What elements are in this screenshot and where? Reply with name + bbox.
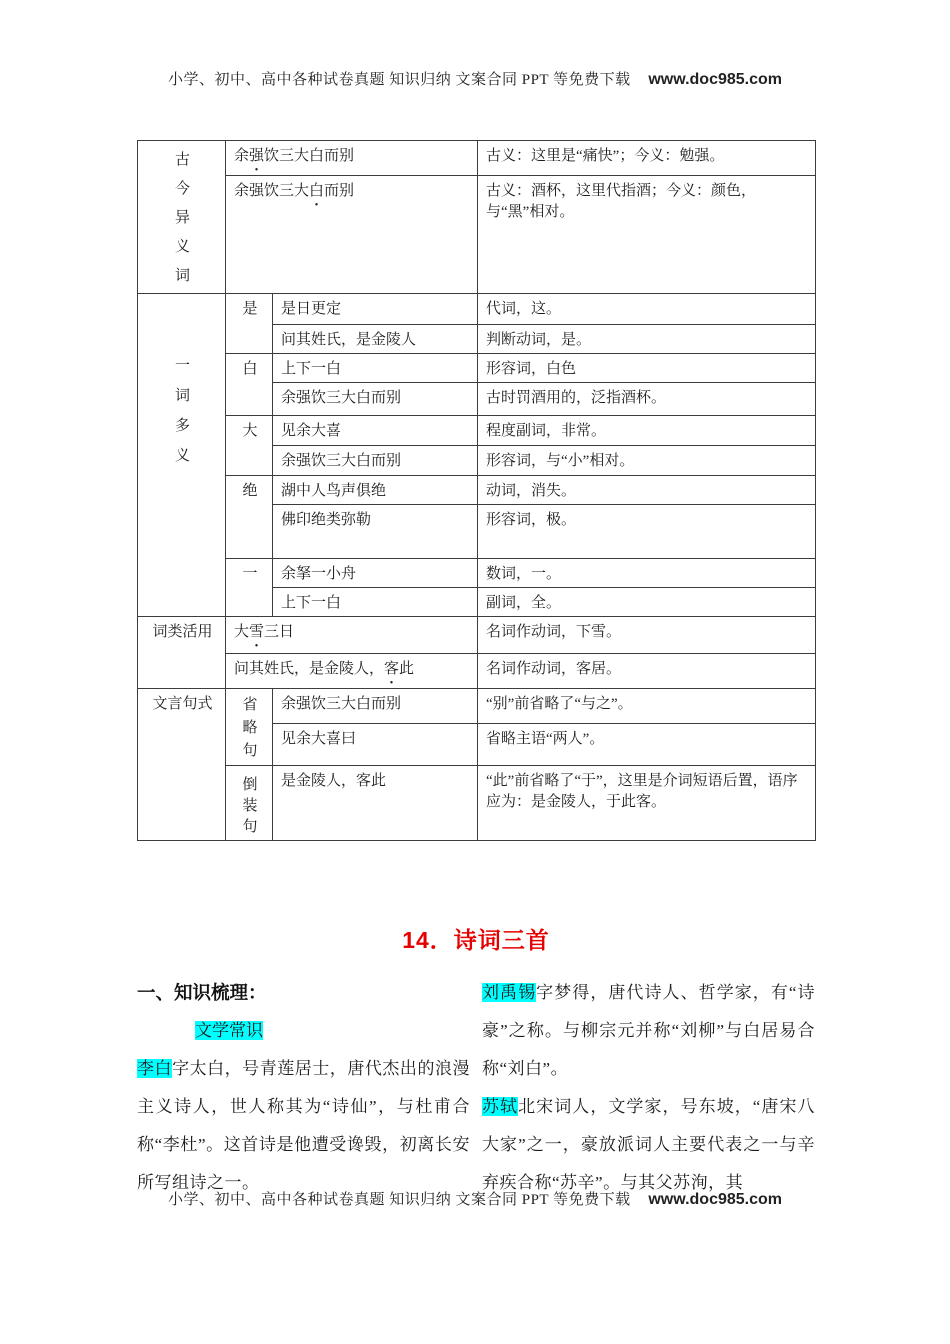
sentence-type-cell	[226, 689, 273, 766]
meaning-cell: 形容词，与“小”相对。	[478, 446, 816, 476]
table-row	[138, 294, 816, 325]
meaning-cell: 代词，这。	[478, 294, 816, 325]
liuyuxi-paragraph	[482, 974, 815, 1088]
meaning-cell: 副词，全。	[478, 588, 816, 617]
phrase-cell: 余强饮三大白而别	[273, 383, 478, 416]
phrase-part: 而别	[324, 182, 355, 199]
table-row	[138, 766, 816, 841]
phrase-cell: 上下一白	[273, 354, 478, 383]
meaning-cell: 古义：这里是“痛快”；今义：勉强。	[478, 141, 816, 176]
meaning-cell: 程度副词，非常。	[478, 416, 816, 446]
table-row	[138, 654, 816, 689]
phrase-cell: 是金陵人，客此	[273, 766, 478, 841]
phrase-part: 此	[399, 661, 415, 677]
table-row	[138, 175, 816, 293]
table-row	[138, 141, 816, 176]
phrase-cell: 是日更定	[273, 294, 478, 325]
right-column	[482, 974, 815, 1202]
meaning-cell: 古时罚酒用的，泛指酒杯。	[478, 383, 816, 416]
word-cell: 白	[226, 354, 273, 416]
table-row	[138, 559, 816, 588]
phrase-part: 大	[234, 624, 250, 640]
word-cell: 大	[226, 416, 273, 476]
phrase-dotted-char: 客	[384, 661, 400, 677]
section-heading: 一、知识梳理：	[137, 982, 267, 1003]
section-label-text: 一词多义	[174, 358, 190, 464]
subsection-heading-text: 文学常识	[195, 1021, 263, 1040]
grammar-table	[137, 140, 816, 841]
sentence-type-text: 倒装句	[242, 777, 258, 835]
footer-text: 小学、初中、高中各种试卷真题 知识归纳 文案合同 PPT 等免费下载	[167, 1192, 631, 1208]
header-url: www.doc985.com	[648, 71, 782, 88]
word-cell: 是	[226, 294, 273, 354]
word-cell: 一	[226, 559, 273, 617]
libai-text: 字太白，号青莲居士，唐代杰出的浪漫主义诗人，世人称其为“诗仙”，与杜甫合称“李杜”。这首诗是他遭受谗毁，初离长安所写组诗之一。	[137, 1059, 471, 1192]
section-label-yici	[138, 294, 226, 617]
phrase-part: 余强饮三大	[234, 182, 310, 199]
phrase-part: 余	[234, 148, 250, 164]
section-label-gujin	[138, 141, 226, 294]
meaning-cell: 名词作动词，下雪。	[478, 617, 816, 654]
phrase-cell	[226, 141, 478, 176]
author-name-libai: 李白	[137, 1059, 173, 1078]
phrase-cell: 见余大喜	[273, 416, 478, 446]
phrase-cell	[226, 654, 478, 689]
sushi-paragraph	[482, 1088, 815, 1202]
phrase-cell: 余强饮三大白而别	[273, 689, 478, 724]
meaning-cell: 形容词，白色	[478, 354, 816, 383]
author-name-liuyuxi: 刘禹锡	[482, 983, 537, 1002]
footer-site-line	[0, 1188, 950, 1209]
meaning-cell: 判断动词，是。	[478, 325, 816, 354]
sushi-text: 北宋词人，文学家，号东坡，“唐宋八大家”之一，豪放派词人主要代表之一与辛弃疾合称“苏辛”。与其父苏洵，其	[482, 1097, 816, 1192]
meaning-cell: “别”前省略了“与之”。	[478, 689, 816, 724]
phrase-part: 饮三大白而别	[264, 148, 355, 164]
left-column	[137, 974, 470, 1202]
word-cell: 绝	[226, 476, 273, 559]
meaning-cell: 古义：酒杯，这里代指酒；今义：颜色，与“黑”相对。	[478, 175, 816, 293]
meaning-cell: 省略主语“两人”。	[478, 723, 816, 765]
phrase-dotted-char: 雪	[249, 624, 265, 640]
phrase-part: 问其姓氏，是金陵人，	[234, 661, 385, 677]
phrase-cell: 余拏一小舟	[273, 559, 478, 588]
meaning-cell: 数词，一。	[478, 559, 816, 588]
table-row	[138, 416, 816, 446]
phrase-cell: 余强饮三大白而别	[273, 446, 478, 476]
table-row	[138, 617, 816, 654]
section-label-wenyan: 文言句式	[138, 689, 226, 841]
phrase-dotted-char: 强	[249, 148, 265, 164]
phrase-cell: 佛印绝类弥勒	[273, 505, 478, 559]
phrase-cell: 湖中人鸟声俱绝	[273, 476, 478, 505]
header-site-line	[0, 68, 950, 89]
sentence-type-text: 省略句	[242, 697, 258, 759]
liuyuxi-text: 字梦得，唐代诗人、哲学家，有“诗豪”之称。与柳宗元并称“刘柳”与白居易合称“刘白”。	[482, 983, 816, 1078]
sentence-type-cell	[226, 766, 273, 841]
phrase-cell	[226, 617, 478, 654]
lesson-columns	[137, 974, 815, 1202]
meaning-cell: 形容词，极。	[478, 505, 816, 559]
footer-url: www.doc985.com	[648, 1191, 782, 1208]
section-label-text: 古今异义词	[174, 152, 190, 284]
libai-paragraph	[137, 1050, 470, 1202]
phrase-cell: 上下一白	[273, 588, 478, 617]
table-row	[138, 354, 816, 383]
subsection-heading	[137, 1012, 470, 1050]
phrase-part: 三日	[264, 624, 295, 640]
lesson-title: 14．诗词三首	[402, 927, 550, 953]
table-row	[138, 476, 816, 505]
author-name-sushi: 苏轼	[482, 1097, 519, 1116]
meaning-cell: “此”前省略了“于”，这里是介词短语后置，语序应为：是金陵人，于此客。	[478, 766, 816, 841]
table-row	[138, 689, 816, 724]
phrase-dotted-char: 白	[309, 182, 325, 199]
meaning-cell: 名词作动词，客居。	[478, 654, 816, 689]
meaning-cell: 动词，消失。	[478, 476, 816, 505]
header-text: 小学、初中、高中各种试卷真题 知识归纳 文案合同 PPT 等免费下载	[167, 72, 631, 88]
phrase-cell: 问其姓氏，是金陵人	[273, 325, 478, 354]
phrase-cell	[226, 175, 478, 293]
phrase-cell: 见余大喜曰	[273, 723, 478, 765]
section-label-cilei: 词类活用	[138, 617, 226, 689]
